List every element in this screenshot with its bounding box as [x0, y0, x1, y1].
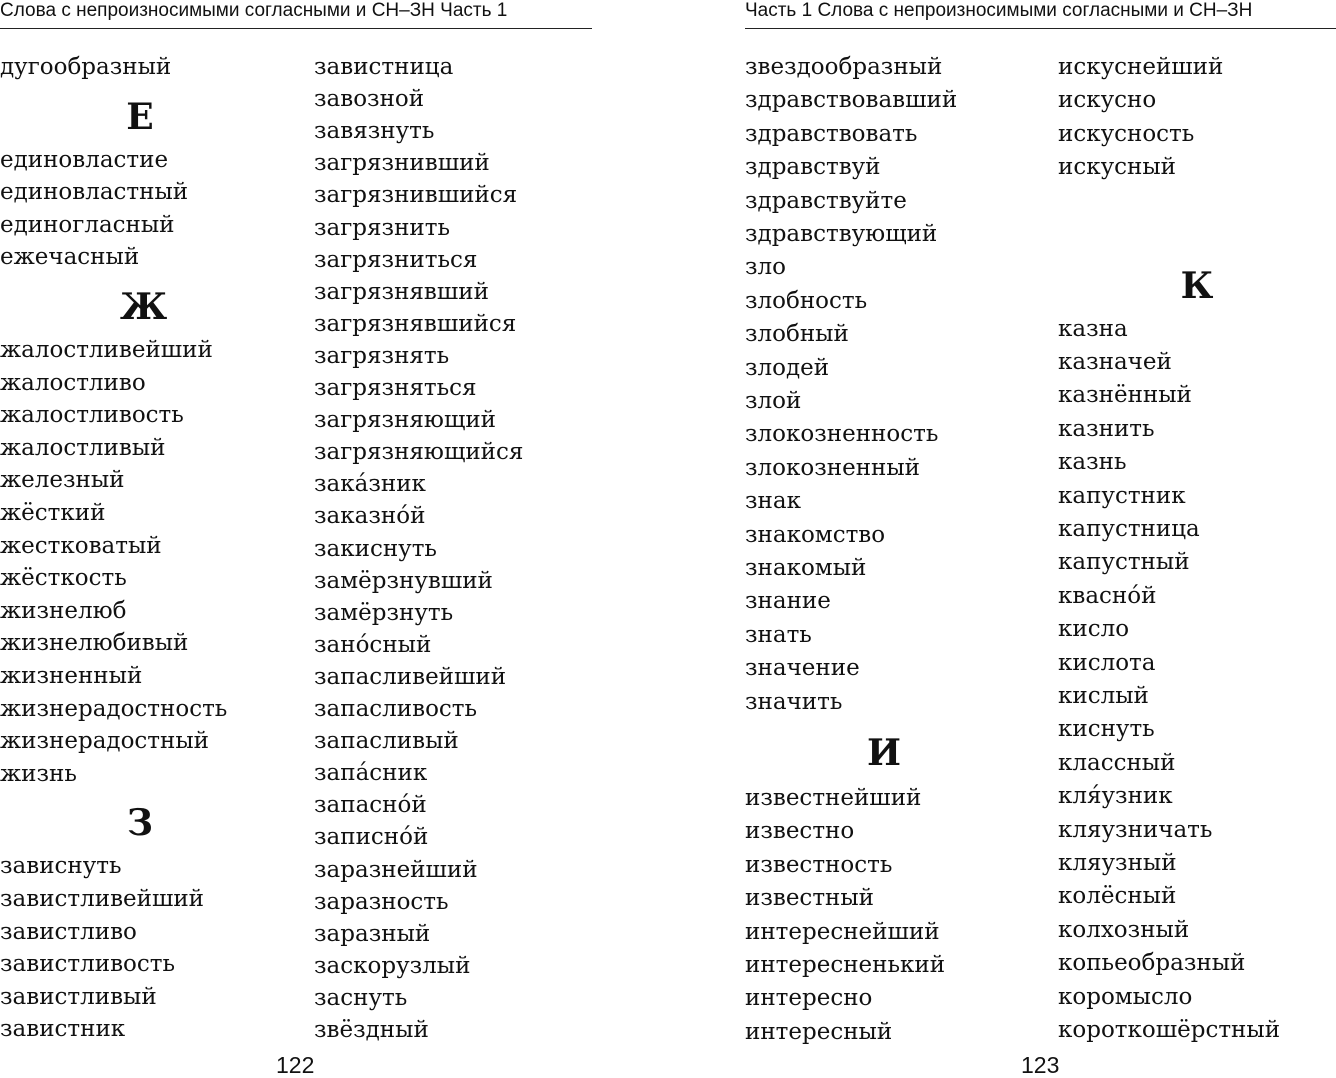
dictionary-word: звездообразный [745, 54, 943, 80]
dictionary-word: завистливейший [0, 886, 205, 912]
dictionary-word: жизнерадостный [0, 728, 209, 755]
dictionary-word: жизнь [0, 760, 77, 787]
dictionary-word: единовластный [0, 179, 189, 206]
dictionary-word: железный [0, 467, 125, 494]
dictionary-word: жизнерадостность [0, 695, 228, 722]
dictionary-word: завистливо [0, 918, 137, 945]
dictionary-word: значить [745, 688, 843, 715]
dictionary-word: искусно [1058, 87, 1157, 114]
dictionary-word: жизнелюбивый [0, 630, 189, 657]
dictionary-word: казнить [1058, 415, 1155, 442]
dictionary-word: здравствующий [745, 221, 938, 247]
dictionary-word: копьеобразный [1058, 950, 1246, 977]
dictionary-word: замёрзнувший [314, 567, 493, 594]
dictionary-word: кляузный [1058, 850, 1177, 876]
dictionary-word: кислота [1058, 649, 1156, 676]
dictionary-word: загрязнить [314, 214, 450, 241]
dictionary-word: здравствовать [745, 120, 918, 147]
section-letter-heading: Ж [120, 286, 168, 328]
dictionary-word: жёсткий [0, 500, 106, 526]
dictionary-word: загрязниться [314, 246, 478, 273]
dictionary-word: здравствуйте [745, 187, 907, 214]
dictionary-word: завистница [314, 54, 454, 80]
dictionary-word: искусный [1058, 154, 1176, 181]
running-header-left: Слова с непроизносимыми согласными и СН–ЗН Часть 1 [0, 0, 592, 29]
dictionary-word: знать [745, 621, 812, 648]
dictionary-word: кляузничать [1058, 816, 1213, 843]
dictionary-word: известность [745, 851, 893, 878]
dictionary-word: запа́сник [314, 760, 428, 787]
dictionary-word: заразность [314, 888, 449, 915]
dictionary-word: загрязнявший [314, 278, 489, 305]
right-page [745, 0, 1336, 1077]
dictionary-word: интересненький [745, 952, 946, 978]
dictionary-word: жёсткость [0, 565, 127, 592]
dictionary-word: колхозный [1058, 916, 1190, 943]
dictionary-word: заскорузлый [314, 952, 471, 979]
section-letter-heading: И [866, 732, 901, 774]
dictionary-word: злобный [745, 321, 849, 348]
dictionary-word: заразнейший [314, 856, 478, 883]
dictionary-word: жалостливый [0, 434, 166, 461]
dictionary-word: злобность [745, 287, 868, 314]
dictionary-word: кисло [1058, 616, 1130, 643]
dictionary-word: закиснуть [314, 535, 437, 562]
dictionary-word: загрязнявшийся [314, 310, 517, 337]
dictionary-word: известный [745, 885, 875, 912]
dictionary-word: запасливый [314, 728, 459, 755]
dictionary-word: капустник [1058, 482, 1186, 509]
dictionary-word: казна [1058, 315, 1128, 342]
dictionary-word: зака́зник [314, 471, 426, 498]
dictionary-word: злокозненность [745, 421, 939, 448]
section-letter-heading: К [1180, 264, 1214, 307]
dictionary-word: интересный [745, 1018, 893, 1045]
dictionary-word: знакомство [745, 521, 886, 548]
dictionary-word: загрязнившийся [314, 182, 518, 209]
dictionary-word: интереснейший [745, 918, 940, 945]
dictionary-word: казначей [1058, 349, 1172, 375]
dictionary-word: запасливейший [314, 663, 507, 690]
dictionary-word: загрязнять [314, 342, 450, 369]
running-header-right: Часть 1 Слова с непроизносимыми согласными и СН–ЗН [745, 0, 1336, 29]
dictionary-word: замёрзнуть [314, 599, 454, 626]
dictionary-word: кислый [1058, 683, 1149, 709]
dictionary-word: загрязняться [314, 375, 477, 401]
left-page [0, 0, 592, 1077]
dictionary-word: запасливость [314, 696, 478, 722]
dictionary-word: знак [745, 488, 801, 515]
dictionary-word: запасно́й [314, 792, 427, 819]
section-letter-heading: З [127, 802, 153, 845]
dictionary-word: злой [745, 388, 802, 414]
dictionary-word: жалостливо [0, 369, 146, 396]
dictionary-word: загрязняющий [314, 407, 496, 434]
dictionary-word: заразный [314, 920, 431, 947]
dictionary-word: кля́узник [1058, 783, 1173, 810]
dictionary-word: единовластие [0, 146, 169, 173]
dictionary-word: загрязнивший [314, 150, 490, 177]
dictionary-word: дугообразный [0, 54, 172, 80]
dictionary-word: значение [745, 655, 860, 682]
dictionary-word: злокозненный [745, 454, 921, 481]
dictionary-word: классный [1058, 749, 1176, 776]
dictionary-word: коромысло [1058, 983, 1193, 1010]
dictionary-word: интересно [745, 985, 873, 1012]
dictionary-word: злодей [745, 354, 830, 381]
section-letter-heading: Е [126, 95, 154, 138]
dictionary-word: завистливый [0, 983, 157, 1010]
dictionary-word: искусность [1058, 120, 1195, 147]
dictionary-word: завозной [314, 86, 425, 113]
dictionary-word: знание [745, 588, 831, 615]
dictionary-word: записно́й [314, 824, 429, 851]
dictionary-word: капустница [1058, 516, 1200, 542]
dictionary-word: жалостливейший [0, 337, 213, 363]
dictionary-word: капустный [1058, 549, 1190, 576]
dictionary-word: звёздный [314, 1017, 429, 1043]
dictionary-word: жизнелюб [0, 597, 127, 624]
dictionary-word: здравствуй [745, 154, 881, 181]
dictionary-word: знакомый [745, 555, 867, 581]
dictionary-word: заказно́й [314, 503, 426, 530]
dictionary-word: загрязняющийся [314, 439, 524, 466]
dictionary-word: завязнуть [314, 118, 435, 145]
page-number-left: 122 [276, 1052, 315, 1078]
dictionary-word: киснуть [1058, 716, 1155, 743]
dictionary-word: квасно́й [1058, 582, 1157, 609]
dictionary-word: зависнуть [0, 853, 122, 880]
dictionary-word: завистливость [0, 951, 176, 978]
dictionary-word: завистник [0, 1016, 126, 1043]
dictionary-word: казнь [1058, 449, 1127, 476]
dictionary-word: известнейший [745, 785, 922, 811]
dictionary-word: зло [745, 254, 787, 281]
dictionary-word: жалостливость [0, 402, 184, 429]
dictionary-word: ежечасный [0, 244, 140, 271]
page-number-right: 123 [1021, 1052, 1060, 1078]
dictionary-word: казнённый [1058, 382, 1192, 409]
dictionary-word: жизненный [0, 663, 143, 689]
dictionary-word: единогласный [0, 211, 175, 238]
dictionary-word: здравствовавший [745, 87, 958, 114]
dictionary-word: короткошёрстный [1058, 1017, 1281, 1043]
dictionary-word: известно [745, 818, 855, 845]
dictionary-word: заснуть [314, 984, 408, 1011]
dictionary-word: колёсный [1058, 883, 1177, 910]
dictionary-word: зано́сный [314, 631, 432, 658]
dictionary-word: искуснейший [1058, 54, 1224, 80]
dictionary-word: жестковатый [0, 532, 162, 559]
